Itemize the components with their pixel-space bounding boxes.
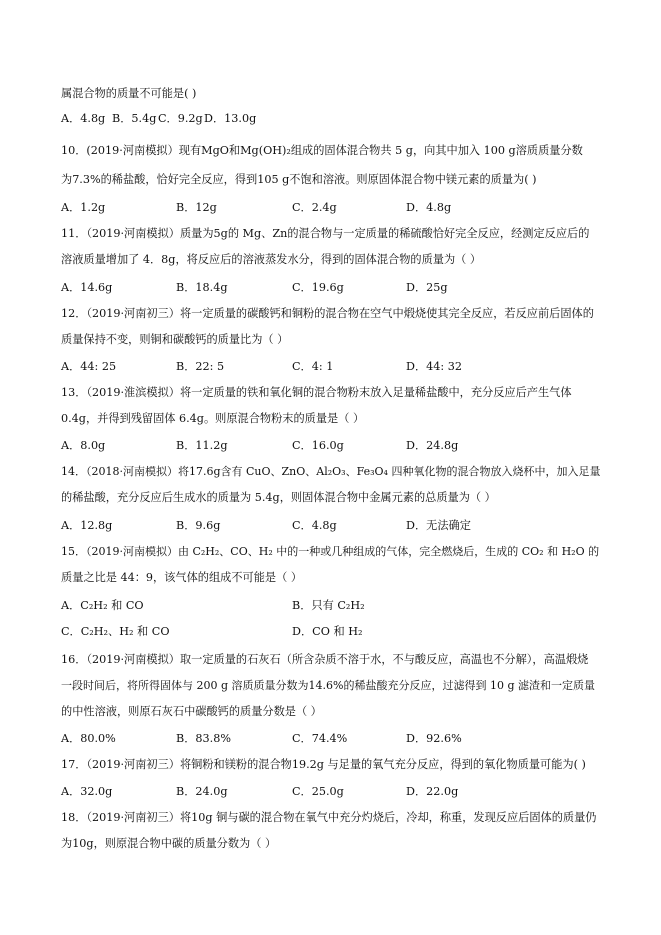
q11-option-a: A．14.6g	[61, 281, 113, 294]
q10-stem-line2: 为7.3%的稀盐酸，恰好完全反应，得到105 g不饱和溶液。则原固体混合物中镁元素的质量为( )	[61, 173, 537, 186]
q10-option-a: A．1.2g	[61, 201, 106, 214]
q15-option-c: C．C₂H₂、H₂ 和 CO	[61, 625, 170, 638]
q13-option-d: D．24.8g	[406, 439, 459, 452]
q12-option-c: C．4: 1	[292, 360, 334, 373]
q12-option-d: D．44: 32	[406, 360, 462, 373]
q10-option-d: D．4.8g	[406, 201, 452, 214]
q14-option-b: B．9.6g	[176, 519, 221, 532]
q17-option-a: A．32.0g	[61, 785, 113, 798]
q16-option-b: B．83.8%	[176, 732, 231, 745]
q16-option-d: D．92.6%	[406, 732, 462, 745]
q9-option-c: C．9.2g	[158, 112, 203, 125]
q15-stem-line2: 质量之比是 44：9，该气体的组成不可能是（ ）	[61, 571, 303, 584]
q10-stem-line1: 10．(2019·河南模拟）现有MgO和Mg(OH)₂组成的固体混合物共 5 g，向其中加入 100 g溶质质量分数	[61, 144, 583, 157]
q9-option-b: B．5.4g	[112, 112, 157, 125]
q17-option-b: B．24.0g	[176, 785, 228, 798]
q12-option-b: B．22: 5	[176, 360, 225, 373]
q15-option-d: D．CO 和 H₂	[292, 625, 363, 638]
q15-stem-line1: 15．（2019·河南模拟）由 C₂H₂、CO、H₂ 中的一种或几种组成的气体，完全燃烧后，生成的 CO₂ 和 H₂O 的	[61, 545, 600, 558]
q18-stem-line2: 为10g，则原混合物中碳的质量分数为（ ）	[61, 837, 277, 850]
q9-option-a: A．4.8g	[61, 112, 106, 125]
q14-stem-line2: 的稀盐酸，充分反应后生成水的质量为 5.4g，则固体混合物中金属元素的总质量为（ ）	[61, 491, 496, 504]
q11-option-d: D．25g	[406, 281, 448, 294]
q12-stem-line2: 质量保持不变，则铜和碳酸钙的质量比为（ ）	[61, 333, 289, 346]
q11-stem-line2: 溶液质量增加了 4．8g，将反应后的溶液蒸发水分，得到的固体混合物的质量为（ ）	[61, 253, 482, 266]
q10-option-b: B．12g	[176, 201, 217, 214]
q17-stem-line1: 17．（2019·河南初三）将铜粉和镁粉的混合物19.2g 与足量的氧气充分反应，得到的氧化物质量可能为( )	[61, 758, 586, 771]
q11-option-b: B．18.4g	[176, 281, 228, 294]
q18-stem-line1: 18．（2019·河南初三）将10g 铜与碳的混合物在氧气中充分灼烧后，冷却，称重，发现反应后固体的质量仍	[61, 811, 597, 824]
q16-option-a: A．80.0%	[61, 732, 116, 745]
q11-option-c: C．19.6g	[292, 281, 344, 294]
q14-option-c: C．4.8g	[292, 519, 337, 532]
q12-stem-line1: 12．（2019·河南初三）将一定质量的碳酸钙和铜粉的混合物在空气中煅烧使其完全反应，若反应前后固体的	[61, 307, 594, 320]
q13-option-b: B．11.2g	[176, 439, 228, 452]
q15-option-a: A．C₂H₂ 和 CO	[61, 599, 144, 612]
q10-option-c: C．2.4g	[292, 201, 337, 214]
q11-stem-line1: 11．（2019·河南模拟）质量为5g的 Mg、Zn的混合物与一定质量的稀硫酸恰好完全反应，经测定反应后的	[61, 227, 590, 240]
q14-option-d: D．无法确定	[406, 519, 471, 532]
q14-option-a: A．12.8g	[61, 519, 113, 532]
q12-option-a: A．44: 25	[61, 360, 117, 373]
q16-option-c: C．74.4%	[292, 732, 348, 745]
q13-stem-line1: 13．（2019·淮滨模拟）将一定质量的铁和氧化铜的混合物粉末放入足量稀盐酸中，充分反应后产生气体	[61, 386, 572, 399]
q13-stem-line2: 0.4g，并得到残留固体 6.4g。则原混合物粉末的质量是（ ）	[61, 412, 365, 425]
q17-option-d: D．22.0g	[406, 785, 459, 798]
q16-stem-line2: 一段时间后，将所得固体与 200 g 溶质质量分数为14.6%的稀盐酸充分反应，过滤得到 10 g 滤渣和一定质量	[61, 679, 595, 692]
q14-stem-line1: 14．（2018·河南模拟）将17.6g含有 CuO、ZnO、Al₂O₃、Fe₃O₄ 四种氧化物的混合物放入烧杯中，加入足量	[61, 465, 601, 478]
q9-stem-tail: 属混合物的质量不可能是( )	[61, 87, 197, 100]
q13-option-c: C．16.0g	[292, 439, 344, 452]
q16-stem-line3: 的中性溶液，则原石灰石中碳酸钙的质量分数是（ ）	[61, 705, 322, 718]
q17-option-c: C．25.0g	[292, 785, 344, 798]
q16-stem-line1: 16．（2019·河南模拟）取一定质量的石灰石（所含杂质不溶于水，不与酸反应，高温也不分解），高温煅烧	[61, 653, 589, 666]
q13-option-a: A．8.0g	[61, 439, 106, 452]
q9-option-d: D．13.0g	[204, 112, 257, 125]
q15-option-b: B．只有 C₂H₂	[292, 599, 365, 612]
